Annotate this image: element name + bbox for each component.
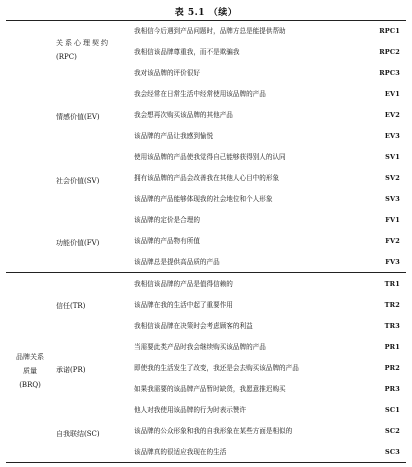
table-row bbox=[6, 358, 406, 379]
table-row bbox=[6, 42, 406, 63]
item-code: EV1 bbox=[384, 90, 400, 98]
table-row bbox=[6, 63, 406, 84]
item-text: 拥有该品牌的产品会改善我在其他人心目中的形象 bbox=[134, 174, 280, 182]
table-row bbox=[6, 421, 406, 442]
dimension-label-fv: 功能价值(FV) bbox=[56, 239, 100, 247]
group-label-line: 品牌关系 bbox=[16, 353, 44, 361]
table-row bbox=[6, 189, 406, 210]
dimension-label-pr: 承诺(PR) bbox=[56, 366, 86, 374]
dimension-label-sc: 自我联结(SC) bbox=[56, 430, 100, 438]
table-row bbox=[6, 442, 406, 463]
dimension-label-sv: 社会价值(SV) bbox=[56, 177, 100, 185]
table-row bbox=[6, 400, 406, 421]
dimension-label-line: 关系心理契约 bbox=[56, 39, 110, 47]
item-text: 我相信该品牌尊重我，而不是欺骗我 bbox=[134, 48, 240, 56]
item-code: PR2 bbox=[384, 364, 400, 372]
item-text: 该品牌的产品物有所值 bbox=[134, 237, 200, 245]
item-code: FV1 bbox=[385, 216, 400, 224]
measurement-table bbox=[6, 20, 406, 464]
item-code: EV2 bbox=[384, 111, 400, 119]
item-code: SV3 bbox=[385, 195, 400, 203]
group-label-line: 质量 bbox=[23, 367, 37, 375]
table-title: 表 5.1 （续） bbox=[174, 8, 238, 18]
dimension-label-ev: 情感价值(EV) bbox=[56, 113, 100, 121]
table-row bbox=[6, 210, 406, 231]
table-row bbox=[6, 295, 406, 316]
item-code: SC1 bbox=[385, 406, 400, 414]
item-text: 该品牌在我的生活中起了重要作用 bbox=[134, 301, 233, 309]
table-row bbox=[6, 105, 406, 126]
dimension-label-tr: 信任(TR) bbox=[56, 302, 86, 310]
table-row bbox=[6, 316, 406, 337]
item-code: SV2 bbox=[385, 174, 400, 182]
item-code: RPC1 bbox=[379, 27, 400, 35]
item-code: SV1 bbox=[385, 153, 400, 161]
item-code: RPC2 bbox=[379, 48, 400, 56]
item-text: 即使我的生活发生了改变，我还是会去购买该品牌的产品 bbox=[134, 364, 299, 372]
item-code: SC3 bbox=[385, 448, 400, 456]
item-text: 我相信该品牌在决策时会考虑顾客的利益 bbox=[134, 322, 253, 330]
table-row bbox=[6, 379, 406, 400]
table-row bbox=[6, 252, 406, 273]
item-code: PR1 bbox=[384, 343, 400, 351]
item-text: 当需要此类产品时我会继续购买该品牌的产品 bbox=[134, 343, 266, 351]
table-row bbox=[6, 147, 406, 168]
table-row bbox=[6, 168, 406, 189]
dimension-label-abbr: (RPC) bbox=[56, 53, 77, 61]
item-text: 该品牌的公众形象和我的自我形象在某些方面是相似的 bbox=[134, 427, 293, 435]
item-text: 该品牌的产品让我感到愉悦 bbox=[134, 132, 214, 140]
item-text: 他人对我使用该品牌的行为时表示赞许 bbox=[134, 406, 247, 414]
item-text: 如果我需要的该品牌产品暂时缺货，我愿意推迟购买 bbox=[134, 385, 286, 393]
item-code: PR3 bbox=[384, 385, 400, 393]
item-code: FV2 bbox=[385, 237, 400, 245]
group-label-abbr: (BRQ) bbox=[19, 381, 41, 389]
table-row bbox=[6, 337, 406, 358]
table-row bbox=[6, 231, 406, 252]
item-text: 我对该品牌的评价很好 bbox=[134, 69, 200, 77]
item-text: 该品牌的产品能够体现我的社会地位和个人形象 bbox=[134, 195, 273, 203]
item-code: TR1 bbox=[384, 280, 400, 288]
item-text: 该品牌的定价是合理的 bbox=[134, 216, 200, 224]
item-text: 我会想再次购买该品牌的其他产品 bbox=[134, 111, 233, 119]
item-text: 我相信该品牌的产品是值得信赖的 bbox=[134, 280, 233, 288]
table-row bbox=[6, 126, 406, 147]
item-code: RPC3 bbox=[379, 69, 400, 77]
table-row bbox=[6, 21, 406, 42]
item-code: TR3 bbox=[384, 322, 400, 330]
item-text: 我会经常在日常生活中经常使用该品牌的产品 bbox=[134, 90, 266, 98]
item-code: TR2 bbox=[384, 301, 400, 309]
table-row bbox=[6, 274, 406, 295]
table-row bbox=[6, 84, 406, 105]
item-code: EV3 bbox=[384, 132, 400, 140]
item-text: 使用该品牌的产品使我觉得自己能够获得别人的认同 bbox=[134, 153, 286, 161]
item-code: SC2 bbox=[385, 427, 400, 435]
item-text: 该品牌真的很适应我现在的生活 bbox=[134, 448, 227, 456]
item-text: 我相信今后遇到产品问题时，品牌方总是能提供帮助 bbox=[134, 27, 286, 35]
item-text: 该品牌总是提供高品质的产品 bbox=[134, 258, 220, 266]
item-code: FV3 bbox=[385, 258, 400, 266]
